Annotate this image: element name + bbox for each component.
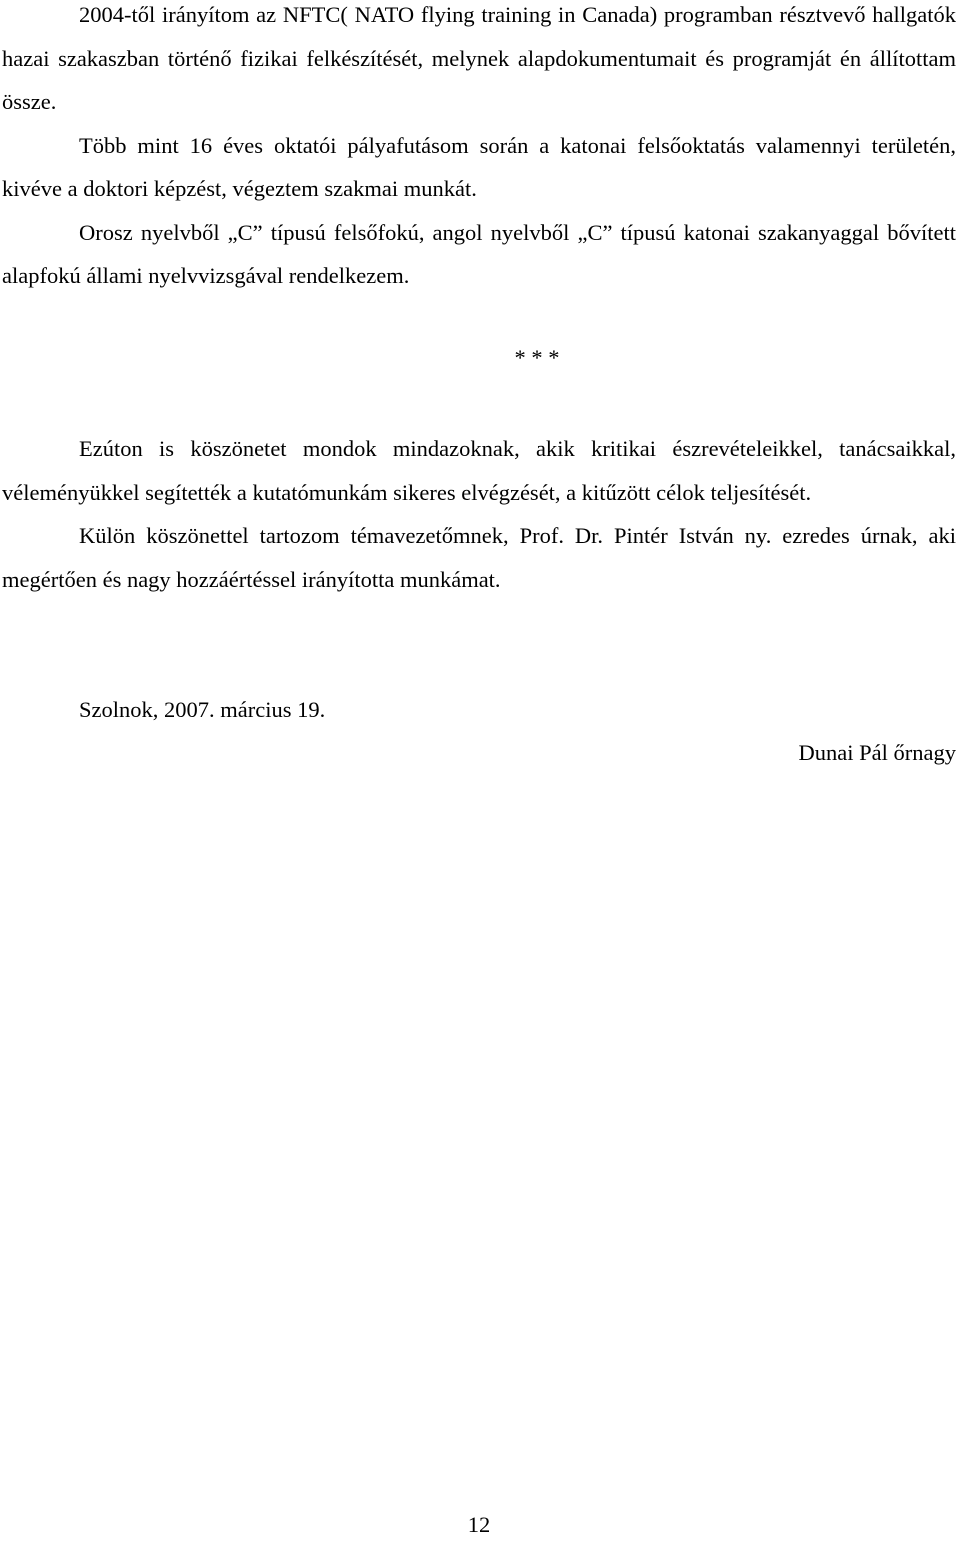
place-and-date: Szolnok, 2007. március 19.	[79, 697, 326, 722]
paragraph-language-exams: Orosz nyelvből „C” típusú felsőfokú, angol nyelvből „C” típusú katonai szakanyaggal bővített alapfokú állami nyelvvizsgával rendelkezem.	[2, 219, 956, 288]
page-number: 12	[467, 1512, 491, 1537]
cv-paragraphs	[2, 0, 956, 298]
paragraph-nftc: 2004-től irányítom az NFTC( NATO flying training in Canada) programban résztvevő hallgatók hazai szakaszban történő fizikai felkészítését, melynek alapdokumentumait és programját én állítottam össze.	[2, 2, 956, 114]
section-separator: * * *	[514, 345, 560, 370]
acknowledgement-paragraphs	[2, 427, 956, 601]
paragraph-thanks-supervisor: Külön köszönettel tartozom témavezetőmnek, Prof. Dr. Pintér István ny. ezredes úrnak, aki megértően és nagy hozzáértéssel irányította munkámat.	[2, 523, 956, 592]
paragraph-teaching-career: Több mint 16 éves oktatói pályafutásom során a katonai felsőoktatás valamennyi területén, kivéve a doktori képzést, végeztem szakmai munkát.	[2, 132, 956, 201]
author-signature: Dunai Pál őrnagy	[798, 740, 956, 765]
paragraph-thanks-general: Ezúton is köszönetet mondok mindazoknak, akik kritikai észrevételeikkel, tanácsaikkal, véleményükkel segítették a kutatómunkám sikeres elvégzését, a kitűzött célok teljesítését.	[2, 436, 956, 505]
